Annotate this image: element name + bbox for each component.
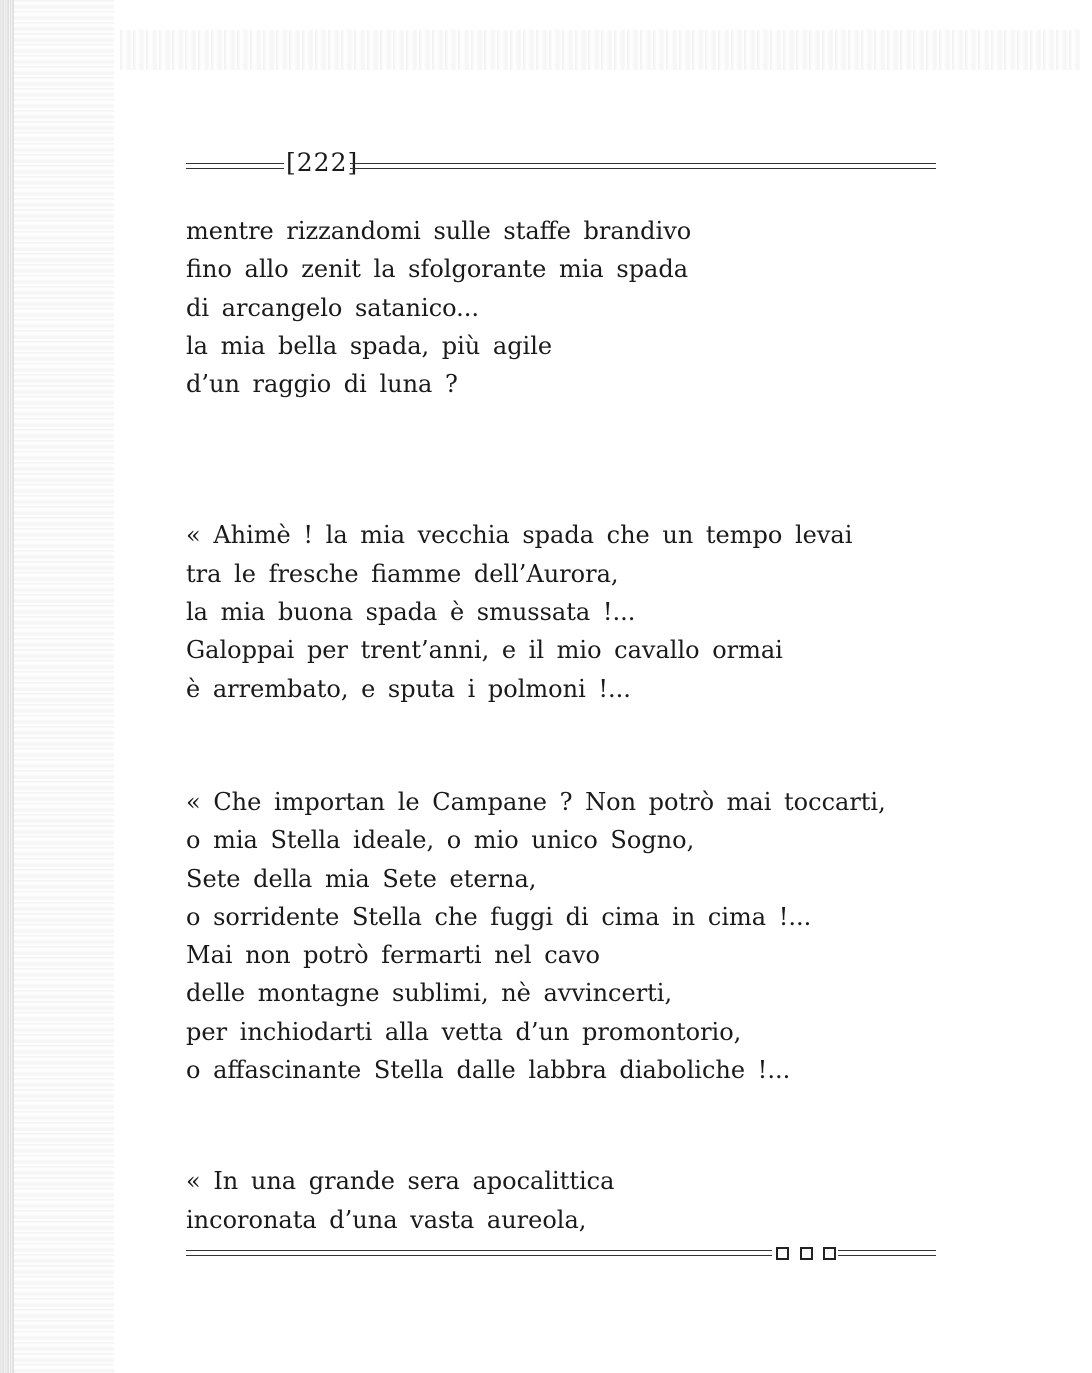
stanza-3 — [186, 783, 926, 1089]
square-ornament-icon — [800, 1247, 813, 1260]
footer-rule-right — [838, 1250, 936, 1256]
poem-line: Galoppai per trent’anni, e il mio cavallo ormai — [186, 636, 783, 665]
poem-body — [186, 212, 926, 1239]
poem-line: per inchiodarti alla vetta d’un promontorio, — [186, 1017, 742, 1046]
poem-line: Mai non potrò fermarti nel cavo — [186, 941, 600, 970]
poem-line: incoronata d’una vasta aureola, — [186, 1205, 587, 1234]
square-ornament-icon — [823, 1247, 836, 1260]
poem-line: Sete della mia Sete eterna, — [186, 864, 537, 893]
stanza-gap — [186, 1089, 926, 1162]
stanza-1 — [186, 212, 926, 403]
stanza-gap — [186, 708, 926, 783]
page-footer — [186, 1243, 936, 1267]
poem-line: tra le fresche fiamme dell’Aurora, — [186, 559, 619, 588]
footer-rule-left — [186, 1250, 772, 1256]
poem-line: « Ahimè ! la mia vecchia spada che un tempo levai — [186, 521, 853, 550]
square-ornament-icon — [776, 1247, 789, 1260]
page-number: [222] — [286, 148, 359, 177]
scan-edge-shadow — [0, 0, 14, 1373]
poem-line: di arcangelo satanico... — [186, 293, 480, 322]
stanza-4 — [186, 1162, 926, 1239]
footer-ornament — [776, 1243, 836, 1263]
header-rule-right — [350, 163, 936, 169]
poem-line: « Che importan le Campane ? Non potrò mai toccarti, — [186, 787, 886, 816]
poem-line: d’un raggio di luna ? — [186, 370, 458, 399]
scan-noise-left — [14, 0, 114, 1373]
poem-line: o mia Stella ideale, o mio unico Sogno, — [186, 826, 695, 855]
stanza-2 — [186, 516, 926, 707]
poem-line: la mia bella spada, più agile — [186, 331, 553, 360]
page-header — [186, 146, 936, 186]
poem-line: delle montagne sublimi, nè avvincerti, — [186, 979, 673, 1008]
poem-line: o affascinante Stella dalle labbra diaboliche !... — [186, 1056, 791, 1085]
header-rule-left — [186, 163, 284, 169]
stanza-gap — [186, 403, 926, 516]
poem-line: « In una grande sera apocalittica — [186, 1167, 615, 1196]
poem-line: è arrembato, e sputa i polmoni !... — [186, 674, 631, 703]
poem-line: la mia buona spada è smussata !... — [186, 598, 636, 627]
poem-line: fino allo zenit la sfolgorante mia spada — [186, 255, 689, 284]
poem-line: mentre rizzandomi sulle staffe brandivo — [186, 217, 692, 245]
poem-line: o sorridente Stella che fuggi di cima in cima !... — [186, 902, 812, 931]
scan-noise-top — [120, 30, 1080, 70]
